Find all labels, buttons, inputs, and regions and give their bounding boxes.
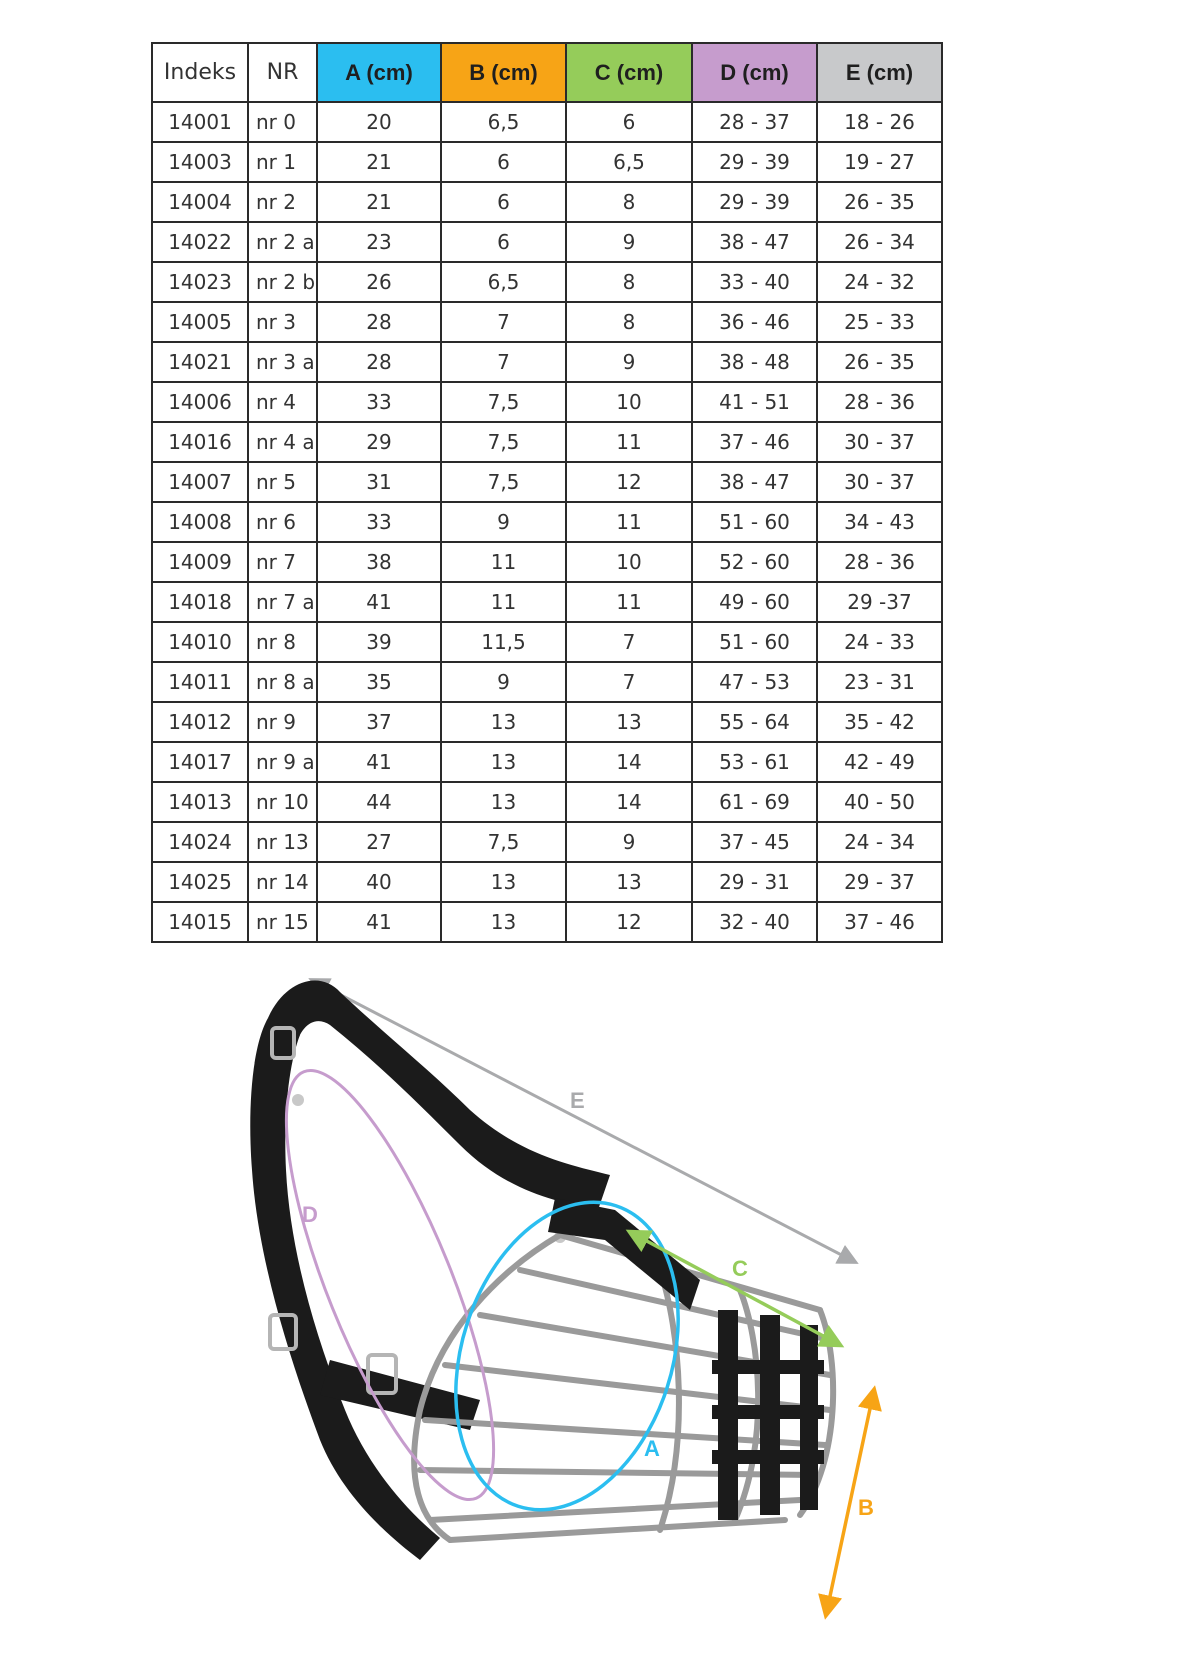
cell-d: 29 - 39 bbox=[692, 182, 817, 222]
table-header-row bbox=[152, 43, 942, 102]
table-row bbox=[152, 382, 942, 422]
cell-a: 38 bbox=[317, 542, 441, 582]
cell-nr: nr 7 bbox=[248, 542, 317, 582]
cell-d: 51 - 60 bbox=[692, 622, 817, 662]
cell-a: 33 bbox=[317, 502, 441, 542]
dimension-c-label: C bbox=[732, 1256, 748, 1281]
cell-e: 29 -37 bbox=[817, 582, 942, 622]
cell-indeks: 14021 bbox=[152, 342, 248, 382]
cell-a: 41 bbox=[317, 902, 441, 942]
cell-a: 31 bbox=[317, 462, 441, 502]
cell-e: 30 - 37 bbox=[817, 422, 942, 462]
table-row bbox=[152, 622, 942, 662]
cell-b: 7 bbox=[441, 342, 566, 382]
table-row bbox=[152, 422, 942, 462]
cell-nr: nr 2 b bbox=[248, 262, 317, 302]
cell-a: 29 bbox=[317, 422, 441, 462]
cell-d: 52 - 60 bbox=[692, 542, 817, 582]
cell-b: 13 bbox=[441, 702, 566, 742]
cell-d: 33 - 40 bbox=[692, 262, 817, 302]
size-table bbox=[151, 42, 943, 943]
dimension-b-label: B bbox=[858, 1495, 874, 1520]
rivet bbox=[292, 1094, 304, 1106]
cell-a: 21 bbox=[317, 142, 441, 182]
cell-c: 9 bbox=[566, 222, 692, 262]
cell-d: 41 - 51 bbox=[692, 382, 817, 422]
cell-e: 28 - 36 bbox=[817, 542, 942, 582]
header-b: B (cm) bbox=[441, 43, 566, 102]
cell-b: 7,5 bbox=[441, 822, 566, 862]
cell-nr: nr 9 bbox=[248, 702, 317, 742]
cell-e: 40 - 50 bbox=[817, 782, 942, 822]
table-row bbox=[152, 222, 942, 262]
cell-d: 32 - 40 bbox=[692, 902, 817, 942]
table-row bbox=[152, 142, 942, 182]
cell-d: 37 - 45 bbox=[692, 822, 817, 862]
cell-b: 13 bbox=[441, 742, 566, 782]
top-strap bbox=[268, 980, 610, 1210]
cell-e: 24 - 33 bbox=[817, 622, 942, 662]
cell-nr: nr 8 bbox=[248, 622, 317, 662]
cell-indeks: 14010 bbox=[152, 622, 248, 662]
header-c: C (cm) bbox=[566, 43, 692, 102]
cell-c: 14 bbox=[566, 782, 692, 822]
header-indeks: Indeks bbox=[152, 43, 248, 102]
cell-indeks: 14007 bbox=[152, 462, 248, 502]
table-row bbox=[152, 662, 942, 702]
cell-d: 29 - 31 bbox=[692, 862, 817, 902]
cell-d: 53 - 61 bbox=[692, 742, 817, 782]
cell-indeks: 14023 bbox=[152, 262, 248, 302]
cell-a: 27 bbox=[317, 822, 441, 862]
dimension-e-label: E bbox=[570, 1088, 585, 1113]
table-row bbox=[152, 702, 942, 742]
cell-b: 11 bbox=[441, 582, 566, 622]
header-a: A (cm) bbox=[317, 43, 441, 102]
cell-indeks: 14001 bbox=[152, 102, 248, 142]
dimension-a-label: A bbox=[644, 1436, 660, 1461]
cell-a: 21 bbox=[317, 182, 441, 222]
cell-d: 38 - 47 bbox=[692, 462, 817, 502]
cell-e: 23 - 31 bbox=[817, 662, 942, 702]
cell-a: 39 bbox=[317, 622, 441, 662]
cell-e: 25 - 33 bbox=[817, 302, 942, 342]
cell-b: 7,5 bbox=[441, 462, 566, 502]
cell-e: 26 - 35 bbox=[817, 342, 942, 382]
muzzle-diagram bbox=[0, 940, 1200, 1676]
cell-nr: nr 7 a bbox=[248, 582, 317, 622]
cell-nr: nr 15 bbox=[248, 902, 317, 942]
table-row bbox=[152, 182, 942, 222]
cell-nr: nr 6 bbox=[248, 502, 317, 542]
cell-a: 28 bbox=[317, 302, 441, 342]
cell-b: 9 bbox=[441, 502, 566, 542]
cell-d: 47 - 53 bbox=[692, 662, 817, 702]
cell-a: 28 bbox=[317, 342, 441, 382]
cell-d: 38 - 47 bbox=[692, 222, 817, 262]
table-row bbox=[152, 742, 942, 782]
cell-indeks: 14006 bbox=[152, 382, 248, 422]
cell-c: 8 bbox=[566, 262, 692, 302]
cell-a: 20 bbox=[317, 102, 441, 142]
cell-nr: nr 4 bbox=[248, 382, 317, 422]
cell-d: 51 - 60 bbox=[692, 502, 817, 542]
cell-d: 36 - 46 bbox=[692, 302, 817, 342]
cell-e: 24 - 32 bbox=[817, 262, 942, 302]
cell-indeks: 14013 bbox=[152, 782, 248, 822]
cell-b: 6 bbox=[441, 142, 566, 182]
header-d: D (cm) bbox=[692, 43, 817, 102]
cell-indeks: 14011 bbox=[152, 662, 248, 702]
cell-a: 41 bbox=[317, 582, 441, 622]
header-nr: NR bbox=[248, 43, 317, 102]
table-row bbox=[152, 102, 942, 142]
cell-c: 14 bbox=[566, 742, 692, 782]
cell-e: 42 - 49 bbox=[817, 742, 942, 782]
table-row bbox=[152, 782, 942, 822]
cell-indeks: 14022 bbox=[152, 222, 248, 262]
cell-indeks: 14016 bbox=[152, 422, 248, 462]
cell-indeks: 14015 bbox=[152, 902, 248, 942]
cell-b: 11,5 bbox=[441, 622, 566, 662]
cell-b: 7,5 bbox=[441, 382, 566, 422]
cell-indeks: 14025 bbox=[152, 862, 248, 902]
side-strap bbox=[250, 1018, 440, 1560]
cell-e: 34 - 43 bbox=[817, 502, 942, 542]
cell-e: 29 - 37 bbox=[817, 862, 942, 902]
table-row bbox=[152, 502, 942, 542]
cell-c: 6 bbox=[566, 102, 692, 142]
cell-c: 10 bbox=[566, 382, 692, 422]
cell-c: 7 bbox=[566, 662, 692, 702]
cell-nr: nr 8 a bbox=[248, 662, 317, 702]
cell-e: 37 - 46 bbox=[817, 902, 942, 942]
cell-d: 55 - 64 bbox=[692, 702, 817, 742]
cell-e: 28 - 36 bbox=[817, 382, 942, 422]
cell-indeks: 14009 bbox=[152, 542, 248, 582]
cell-e: 26 - 34 bbox=[817, 222, 942, 262]
cell-c: 9 bbox=[566, 342, 692, 382]
cell-b: 9 bbox=[441, 662, 566, 702]
cell-b: 13 bbox=[441, 902, 566, 942]
cell-d: 61 - 69 bbox=[692, 782, 817, 822]
table-row bbox=[152, 542, 942, 582]
cell-nr: nr 3 bbox=[248, 302, 317, 342]
cell-c: 8 bbox=[566, 302, 692, 342]
cell-d: 49 - 60 bbox=[692, 582, 817, 622]
table-row bbox=[152, 262, 942, 302]
cell-e: 35 - 42 bbox=[817, 702, 942, 742]
cell-nr: nr 13 bbox=[248, 822, 317, 862]
cell-a: 41 bbox=[317, 742, 441, 782]
cell-c: 7 bbox=[566, 622, 692, 662]
dimension-d-label: D bbox=[302, 1202, 318, 1227]
cell-b: 13 bbox=[441, 862, 566, 902]
cell-a: 44 bbox=[317, 782, 441, 822]
cell-indeks: 14008 bbox=[152, 502, 248, 542]
cell-indeks: 14012 bbox=[152, 702, 248, 742]
cell-c: 6,5 bbox=[566, 142, 692, 182]
cell-b: 6,5 bbox=[441, 102, 566, 142]
cell-c: 9 bbox=[566, 822, 692, 862]
cell-nr: nr 2 a bbox=[248, 222, 317, 262]
table-body bbox=[152, 102, 942, 942]
cell-c: 12 bbox=[566, 902, 692, 942]
cell-a: 35 bbox=[317, 662, 441, 702]
cell-nr: nr 5 bbox=[248, 462, 317, 502]
cell-nr: nr 10 bbox=[248, 782, 317, 822]
cell-indeks: 14003 bbox=[152, 142, 248, 182]
cell-c: 8 bbox=[566, 182, 692, 222]
cell-nr: nr 0 bbox=[248, 102, 317, 142]
cell-d: 37 - 46 bbox=[692, 422, 817, 462]
table-row bbox=[152, 462, 942, 502]
cell-indeks: 14024 bbox=[152, 822, 248, 862]
cell-b: 11 bbox=[441, 542, 566, 582]
table-row bbox=[152, 822, 942, 862]
cell-c: 12 bbox=[566, 462, 692, 502]
cell-a: 33 bbox=[317, 382, 441, 422]
cell-a: 26 bbox=[317, 262, 441, 302]
cell-e: 19 - 27 bbox=[817, 142, 942, 182]
cell-a: 40 bbox=[317, 862, 441, 902]
cell-a: 37 bbox=[317, 702, 441, 742]
cell-nr: nr 3 a bbox=[248, 342, 317, 382]
table-row bbox=[152, 902, 942, 942]
cell-indeks: 14017 bbox=[152, 742, 248, 782]
cell-c: 11 bbox=[566, 582, 692, 622]
cell-d: 28 - 37 bbox=[692, 102, 817, 142]
cell-d: 38 - 48 bbox=[692, 342, 817, 382]
cell-nr: nr 2 bbox=[248, 182, 317, 222]
cell-nr: nr 14 bbox=[248, 862, 317, 902]
cell-e: 26 - 35 bbox=[817, 182, 942, 222]
cell-b: 6,5 bbox=[441, 262, 566, 302]
cell-c: 13 bbox=[566, 702, 692, 742]
table-row bbox=[152, 342, 942, 382]
header-e: E (cm) bbox=[817, 43, 942, 102]
cell-e: 18 - 26 bbox=[817, 102, 942, 142]
table-row bbox=[152, 862, 942, 902]
cell-indeks: 14004 bbox=[152, 182, 248, 222]
table-row bbox=[152, 582, 942, 622]
cell-nr: nr 9 a bbox=[248, 742, 317, 782]
cell-indeks: 14005 bbox=[152, 302, 248, 342]
front-grid bbox=[712, 1310, 824, 1520]
cell-c: 13 bbox=[566, 862, 692, 902]
cell-nr: nr 4 a bbox=[248, 422, 317, 462]
cell-e: 30 - 37 bbox=[817, 462, 942, 502]
cell-b: 7 bbox=[441, 302, 566, 342]
cell-nr: nr 1 bbox=[248, 142, 317, 182]
table-row bbox=[152, 302, 942, 342]
cell-c: 11 bbox=[566, 502, 692, 542]
cell-c: 10 bbox=[566, 542, 692, 582]
cell-b: 6 bbox=[441, 222, 566, 262]
cell-d: 29 - 39 bbox=[692, 142, 817, 182]
cell-a: 23 bbox=[317, 222, 441, 262]
cell-indeks: 14018 bbox=[152, 582, 248, 622]
cell-e: 24 - 34 bbox=[817, 822, 942, 862]
cell-b: 7,5 bbox=[441, 422, 566, 462]
cell-b: 6 bbox=[441, 182, 566, 222]
cell-c: 11 bbox=[566, 422, 692, 462]
cell-b: 13 bbox=[441, 782, 566, 822]
